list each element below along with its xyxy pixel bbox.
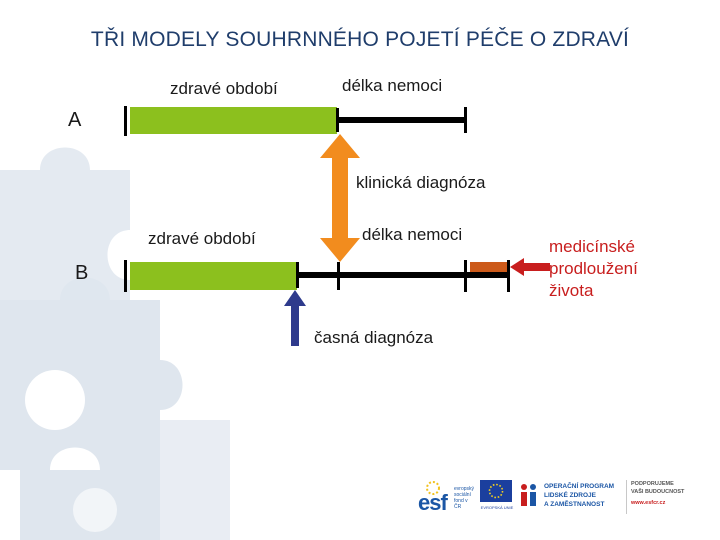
eu-logo xyxy=(478,480,514,514)
life-extension-label xyxy=(549,236,638,302)
esf-sub-3: fond v ČR xyxy=(454,498,468,510)
row-b-start-tick xyxy=(124,260,127,292)
row-a-end-tick xyxy=(464,107,467,133)
esf-wordmark: esf xyxy=(418,490,447,515)
clinical-diagnosis-double-arrow xyxy=(318,134,362,262)
row-b-disease-line xyxy=(297,272,509,278)
eu-flag-icon xyxy=(480,480,512,502)
row-a-diagnosis-tick xyxy=(336,108,339,132)
row-b-label: B xyxy=(75,262,89,284)
eu-caption: EVROPSKÁ UNIE xyxy=(480,505,514,510)
row-b-healthy-period-label: zdravé období xyxy=(148,229,256,248)
life-extension-left-arrow xyxy=(510,258,550,276)
esf-sub-2: sociální xyxy=(454,492,471,498)
row-a-disease-line xyxy=(337,117,467,123)
row-a-disease-length-label: délka nemoci xyxy=(342,76,443,95)
op-line-1: OPERAČNÍ PROGRAM xyxy=(544,483,615,490)
clinical-diagnosis-label: klinická diagnóza xyxy=(356,173,486,192)
life-extension-line-2: prodloužení xyxy=(549,259,638,278)
support-logo xyxy=(626,480,689,514)
footer-logo-strip xyxy=(414,476,684,518)
op-line-2: LIDSKÉ ZDROJE xyxy=(544,492,597,499)
op-lzz-logo xyxy=(518,478,618,516)
page-title: TŘI MODELY SOUHRNNÉHO POJETÍ PÉČE O ZDRAVÍ xyxy=(90,28,630,51)
op-lzz-text xyxy=(544,482,614,509)
esf-sub-1: evropský xyxy=(454,486,475,492)
row-b-healthy-bar xyxy=(130,262,297,290)
row-b-disease-length-label: délka nemoci xyxy=(362,225,463,244)
early-diagnosis-label: časná diagnóza xyxy=(314,328,434,347)
op-people-icon xyxy=(518,482,540,512)
op-line-3: A ZAMĚSTNANOST xyxy=(544,501,605,508)
esf-subtitle xyxy=(454,486,474,510)
row-a-start-tick xyxy=(124,106,127,136)
row-a-healthy-period-label: zdravé období xyxy=(170,79,278,98)
esf-logo xyxy=(416,480,474,514)
support-line-2: VAŠI BUDOUCNOST xyxy=(631,489,685,495)
support-line-1: PODPORUJEME xyxy=(631,481,674,487)
support-text xyxy=(631,480,689,496)
early-diagnosis-up-arrow xyxy=(284,290,306,346)
life-extension-line-1: medicínské xyxy=(549,237,635,256)
row-b-disease-tick-1 xyxy=(337,262,340,290)
row-a-label: A xyxy=(68,109,82,131)
row-b-diagnosis-tick xyxy=(296,262,299,288)
row-b-life-extension-bar xyxy=(470,262,508,272)
row-a-healthy-bar xyxy=(130,107,337,134)
row-b-disease-tick-2 xyxy=(464,260,467,292)
life-extension-line-3: života xyxy=(549,281,594,300)
esf-url[interactable]: www.esfcr.cz xyxy=(631,500,666,506)
